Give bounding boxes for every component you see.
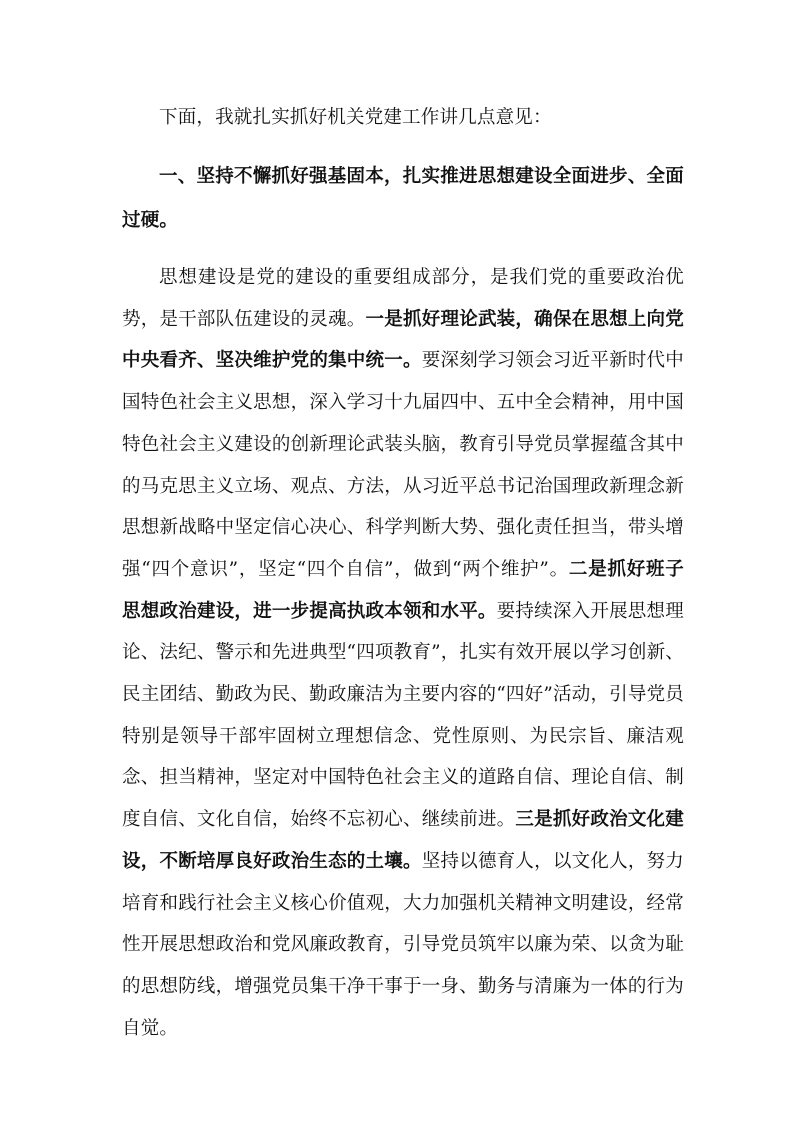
body-text-2: 要深刻学习领会习近平新时代中国特色社会主义思想，深入学习十九届四中、五中全会精神，用中国特色社会主义建设的创新理论武装头脑，教育引导党员掌握蕴含其中的马克思主义立场、观点、方法，从习近平总书记治国理政新理念新思想新战略中坚定信心决心、科学判断大势、强化责任担当，带头增强“四个意识”，坚定“四个自信”，做到“两个维护”。: [122, 350, 684, 580]
body-paragraph: [122, 257, 684, 1049]
body-text-3: 要持续深入开展思想理论、法纪、警示和先进典型“四项教育”，扎实有效开展以学习创新、民主团结、勤政为民、勤政廉洁为主要内容的“四好”活动，引导党员特别是领导干部牢固树立理想信念、党性原则、为民宗旨、廉洁观念、担当精神，坚定对中国特色社会主义的道路自信、理论自信、制度自信、文化自信，始终不忘初心、继续前进。: [122, 600, 684, 831]
body-text-4: 坚持以德育人，以文化人，努力培育和践行社会主义核心价值观，大力加强机关精神文明建设，经常性开展思想政治和党风廉政教育，引导党员筑牢以廉为荣、以贪为耻的思想防线，增强党员集干净干事于一身、勤务与清廉为一体的行为自觉。: [122, 850, 684, 1039]
intro-paragraph: 下面，我就扎实抓好机关党建工作讲几点意见：: [159, 107, 552, 128]
body-bold-3: 三是抓好政治文化建设，不断培厚良好政治生态的土壤。: [122, 809, 684, 872]
body-bold-1: 一是抓好理论武装，确保在思想上向党中央看齐、坚决维护党的集中统一。: [122, 308, 684, 372]
section-heading: 一、坚持不懈抓好强基固本，扎实推进思想建设全面进步、全面过硬。: [122, 166, 684, 231]
body-text-1: 思想建设是党的建设的重要组成部分，是我们党的重要政治优势，是干部队伍建设的灵魂。: [122, 267, 684, 330]
body-bold-2: 二是抓好班子思想政治建设，进一步提高执政本领和水平。: [122, 558, 685, 622]
